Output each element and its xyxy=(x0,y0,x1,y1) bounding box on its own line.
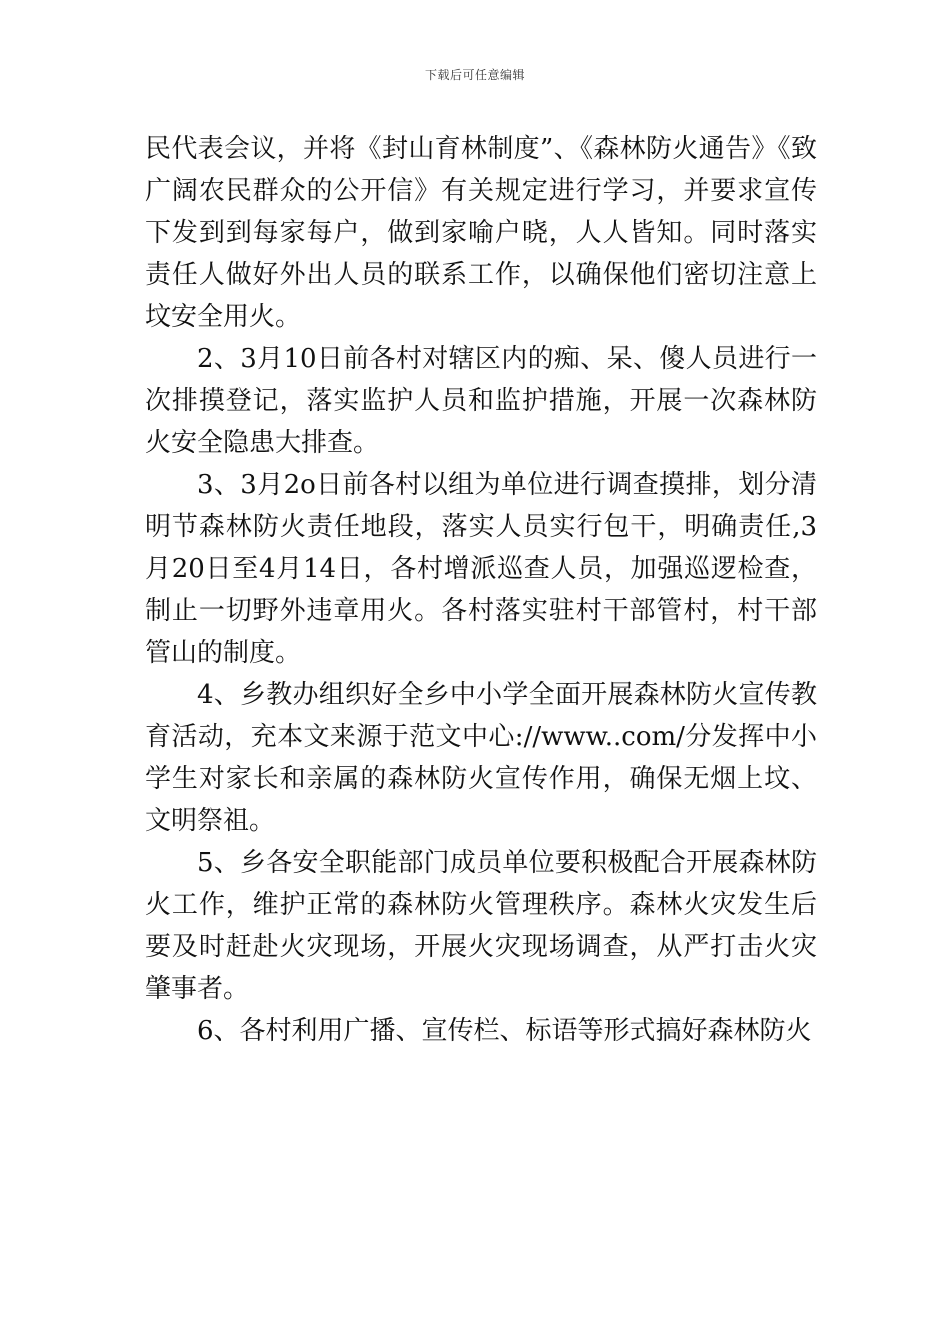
paragraph-6: 6、各村利用广播、宣传栏、标语等形式搞好森林防火 xyxy=(197,1016,812,1046)
paragraph-4: 4、乡教办组织好全乡中小学全面开展森林防火宣传教育活动，充本文来源于范文中心://www..com/分发挥中小学生对家长和亲属的森林防火宣传作用，确保无烟上坟、文明祭祖。 xyxy=(145,680,817,836)
paragraph-3: 3、3月2o日前各村以组为单位进行调查摸排，划分清明节森林防火责任地段，落实人员实行包干，明确责任,3月20日至4月14日，各村增派巡查人员，加强巡逻检查，制止一切野外违章用火。各村落实驻村干部管村，村干部管山的制度。 xyxy=(145,470,817,668)
paragraph-2: 2、3月10日前各村对辖区内的痴、呆、傻人员进行一次排摸登记，落实监护人员和监护措施，开展一次森林防火安全隐患大排查。 xyxy=(145,344,817,458)
paragraph-5: 5、乡各安全职能部门成员单位要积极配合开展森林防火工作，维护正常的森林防火管理秩序。森林火灾发生后要及时赶赴火灾现场，开展火灾现场调查，从严打击火灾肇事者。 xyxy=(145,848,817,1004)
paragraph-1: 民代表会议，并将《封山育林制度”、《森林防火通告》《致广阔农民群众的公开信》有关规定进行学习，并要求宣传下发到到每家每户，做到家喻户晓，人人皆知。同时落实责任人做好外出人员的联系工作，以确保他们密切注意上坟安全用火。 xyxy=(145,134,817,332)
document-body xyxy=(145,128,817,1052)
page-header: 下载后可任意编辑 xyxy=(424,68,525,82)
